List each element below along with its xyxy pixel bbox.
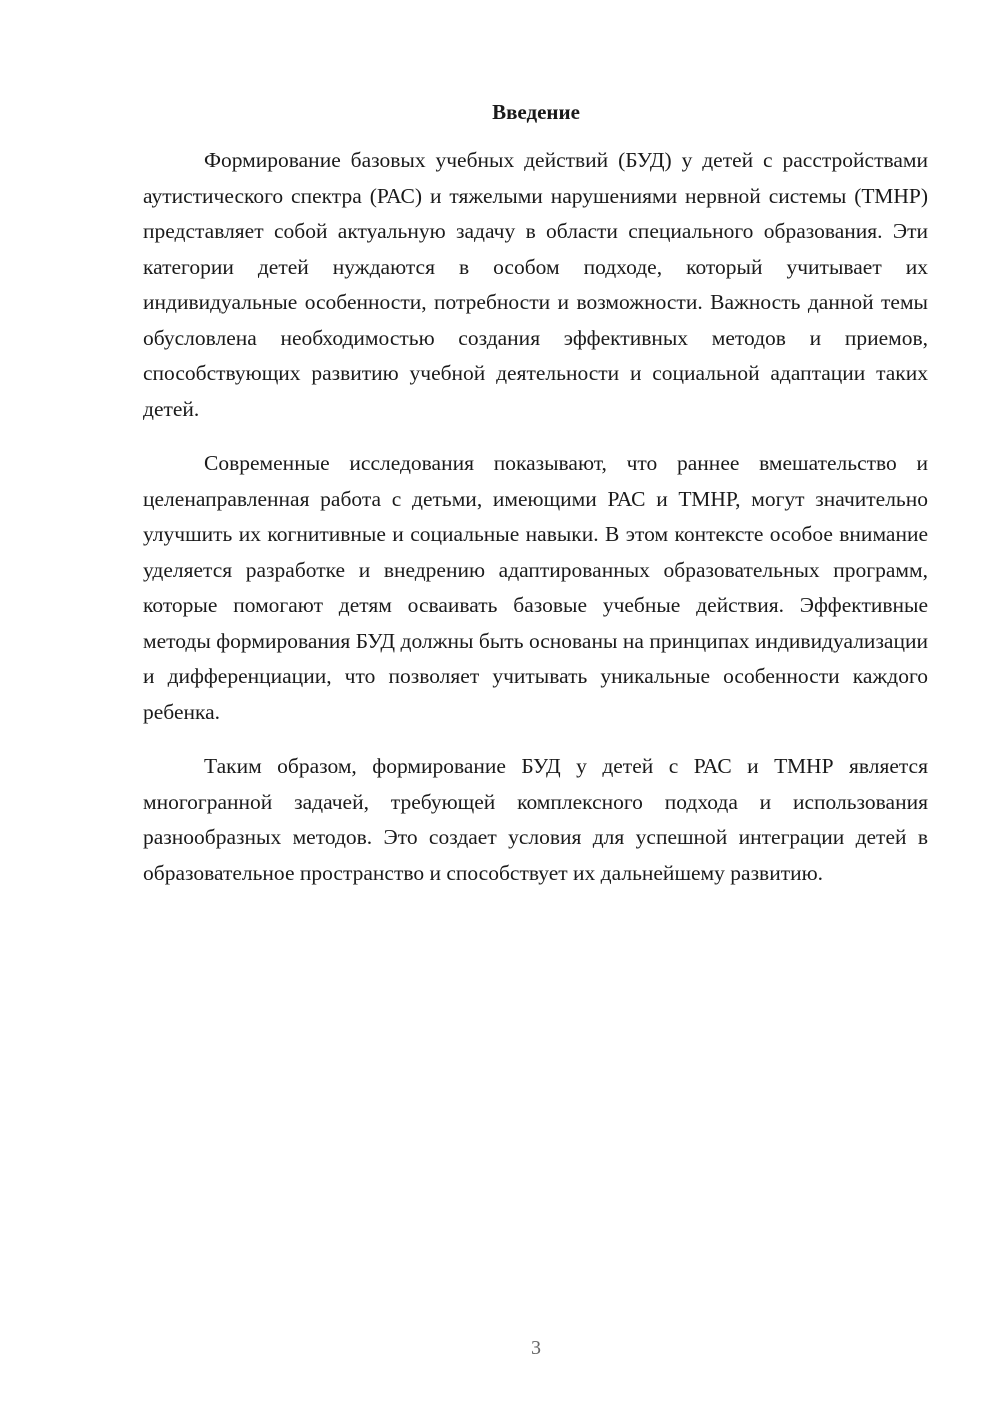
section-heading: Введение [492,100,580,124]
paragraph-3: Таким образом, формирование БУД у детей с РАС и ТМНР является многогранной задачей, требующей комплексного подхода и использования разнообразных методов. Это создает условия для успешной интеграции детей в образовательное пространство и способствует их дальнейшему развитию. [143,754,928,885]
body-text [143,143,928,891]
paragraph-1: Формирование базовых учебных действий (БУД) у детей с расстройствами аутистического спектра (РАС) и тяжелыми нарушениями нервной системы (ТМНР) представляет собой актуальную задачу в области специального образования. Эти категории детей нуждаются в особом подходе, который учитывает их индивидуальные особенности, потребности и возможности. Важность данной темы обусловлена необходимостью создания эффективных методов и приемов, способствующих развитию учебной деятельности и социальной адаптации таких детей. [143,148,928,421]
page-number: 3 [531,1337,541,1359]
paragraph-2: Современные исследования показывают, что раннее вмешательство и целенаправленная работа с детьми, имеющими РАС и ТМНР, могут значительно улучшить их когнитивные и социальные навыки. В этом контексте особое внимание уделяется разработке и внедрению адаптированных образовательных программ, которые помогают детям осваивать базовые учебные действия. Эффективные методы формирования БУД должны быть основаны на принципах индивидуализации и дифференциации, что позволяет учитывать уникальные особенности каждого ребенка. [143,451,928,724]
